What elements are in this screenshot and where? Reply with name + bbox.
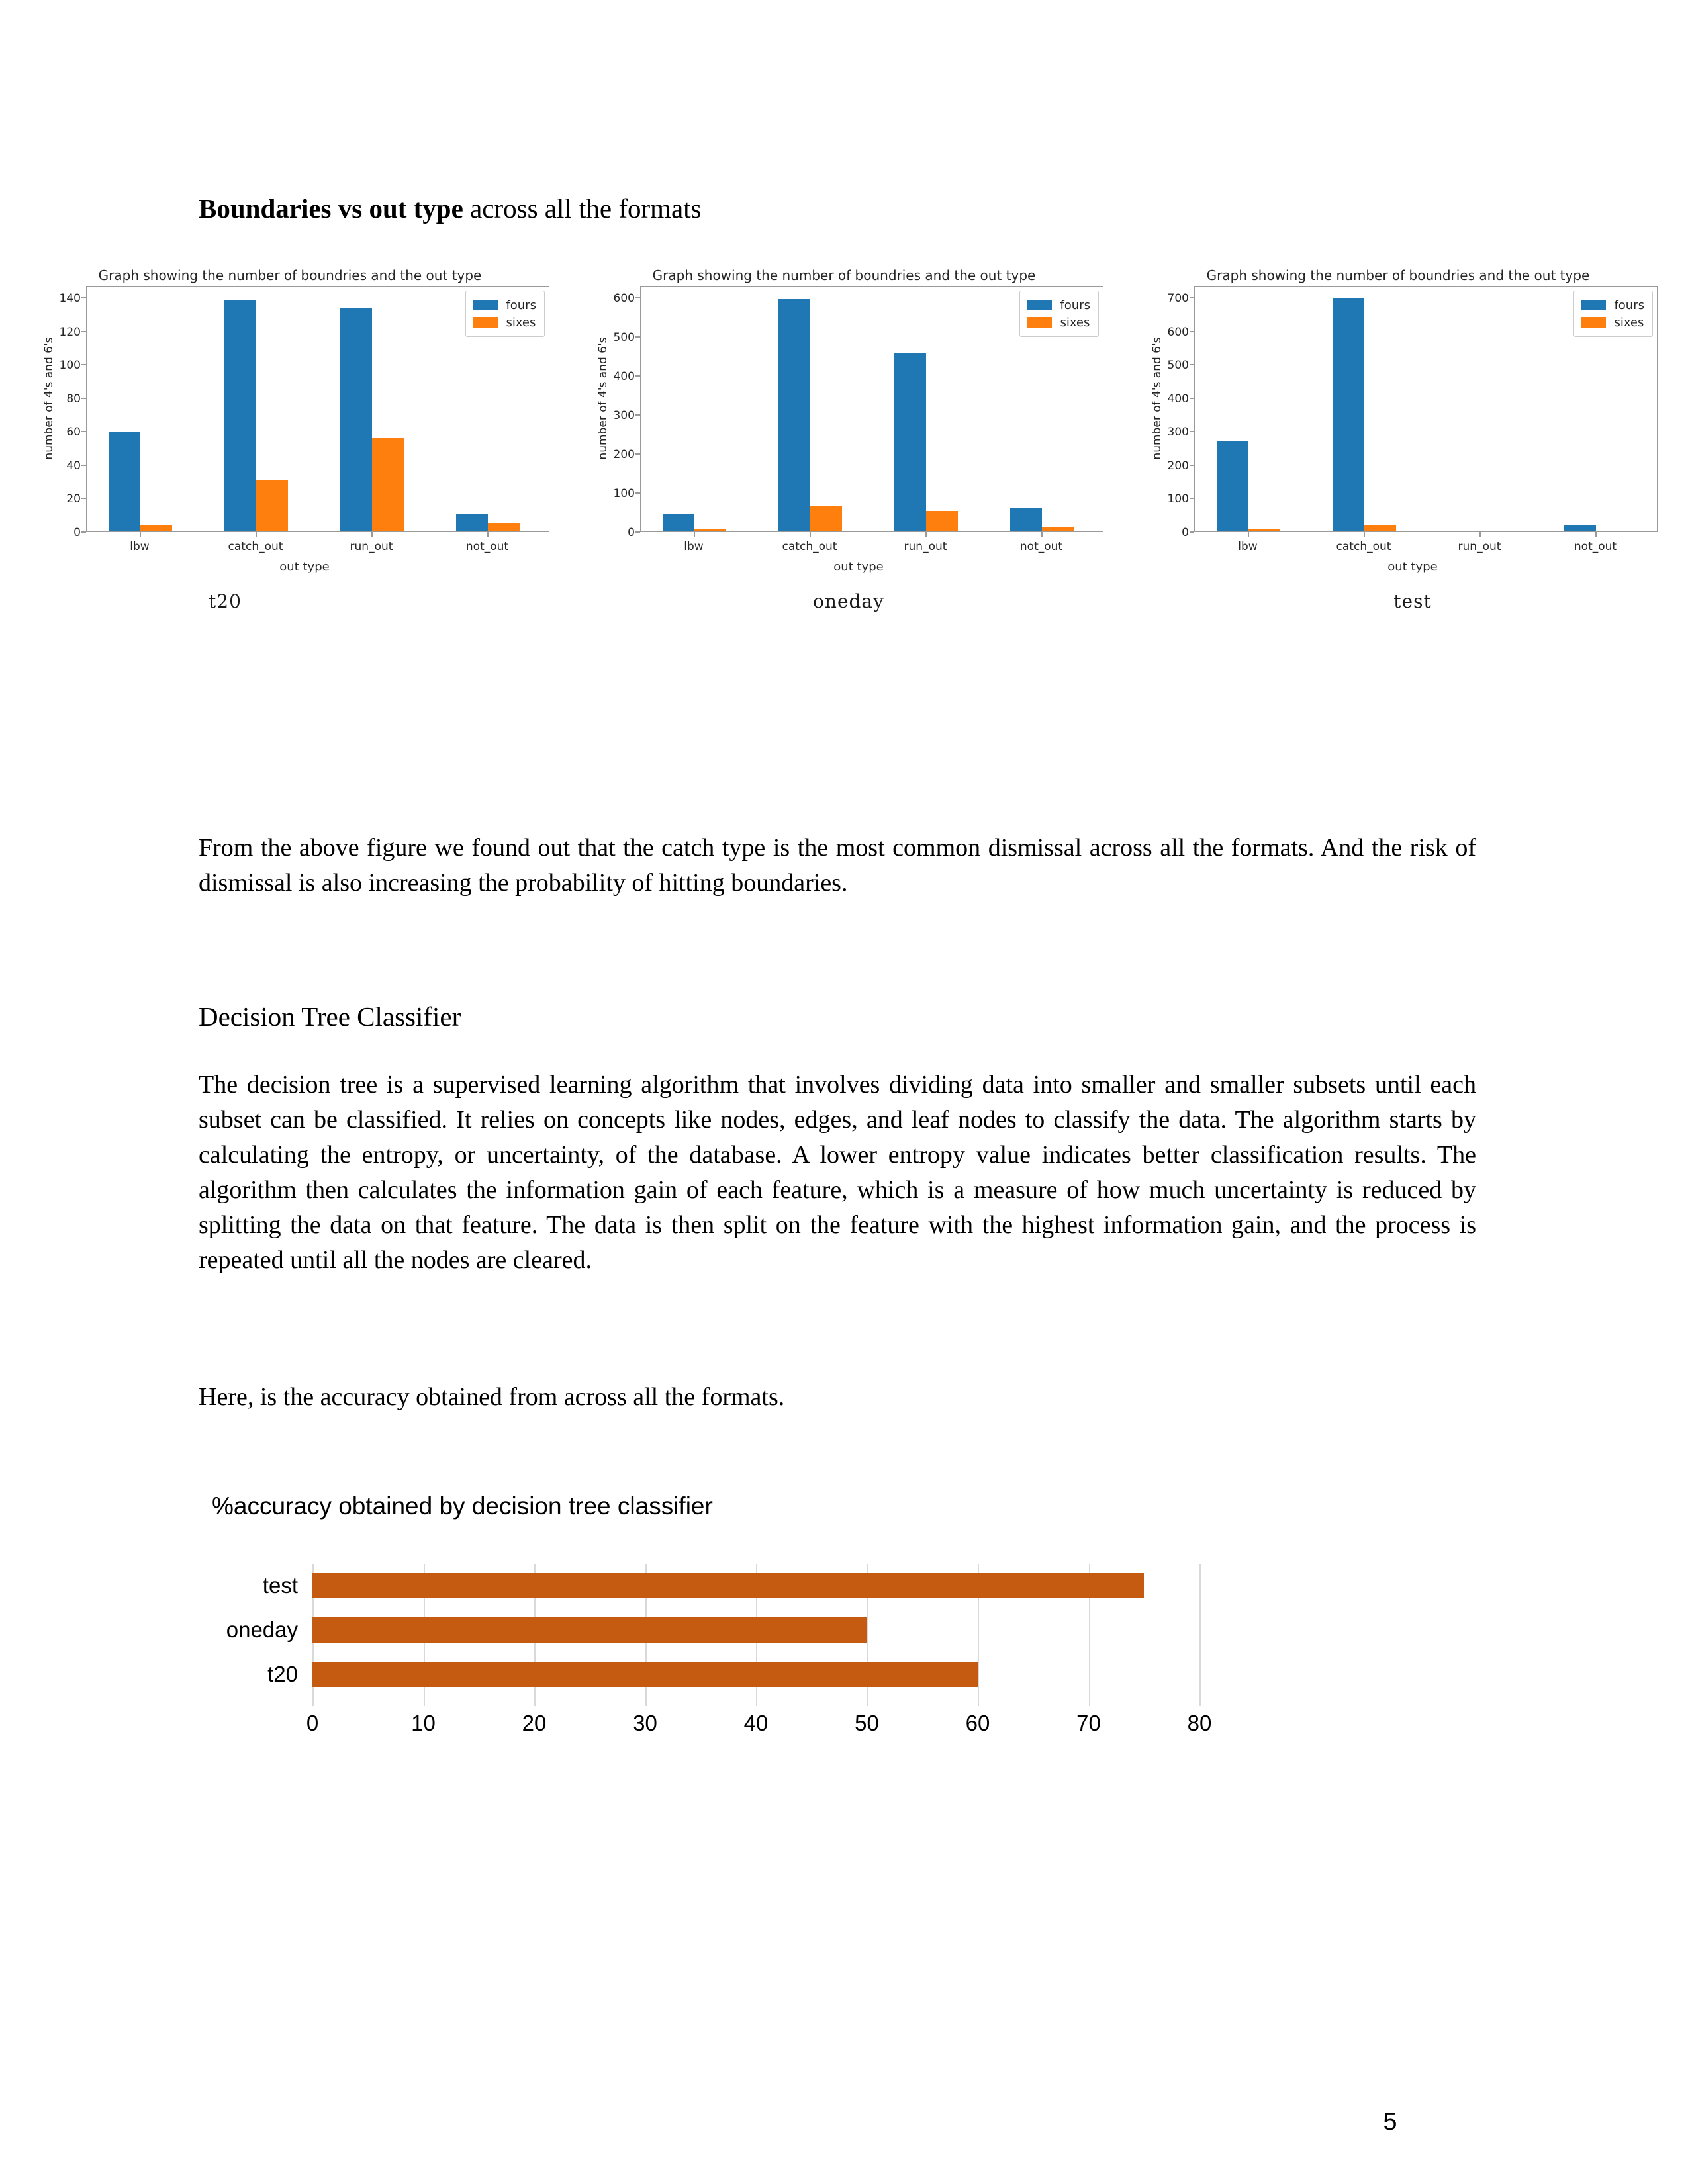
chart-oneday-ytick-0: 0 bbox=[628, 526, 635, 539]
accuracy-bar-oneday bbox=[226, 1617, 867, 1643]
chart-t20-ytick-80: 80 bbox=[66, 392, 81, 406]
bar-t20-lbw-fours bbox=[109, 432, 140, 531]
legend-label-sixes: sixes bbox=[506, 315, 536, 330]
bar-t20-runout-sixes bbox=[372, 438, 404, 531]
chart-t20-format-caption: t20 bbox=[209, 590, 242, 612]
figure-caption-bold: Boundaries vs out type bbox=[199, 193, 463, 224]
chart-oneday-ytick-100: 100 bbox=[613, 487, 635, 500]
paragraph-decision-tree-explanation: The decision tree is a supervised learning algorithm that involves dividing data into smaller and smaller subsets until each subset can be classified. It relies on concepts like nodes, edges, and leaf nodes to classify the data. The algorithm starts by calculating the entropy, or uncertainty, of the database. A lower entropy value indicates better classification results. The algorithm then calculates the information gain of each feature, which is a measure of how much uncertainty is reduced by splitting the data on that feature. The data is then split on the feature with the highest information gain, and the process is repeated until all the nodes are cleared. bbox=[199, 1071, 1476, 1274]
bar-oneday-lbw-fours bbox=[663, 514, 694, 531]
chart-t20-ytick-60: 60 bbox=[66, 426, 81, 439]
accuracy-bar-t20 bbox=[267, 1662, 978, 1687]
chart-t20-ylabel: number of 4's and 6's bbox=[42, 337, 56, 460]
chart-t20-plot-area bbox=[86, 286, 549, 532]
chart-oneday-xtick-catchout: catch_out bbox=[782, 540, 837, 553]
accuracy-xtick-0: 0 bbox=[306, 1711, 319, 1735]
chart-test-ytick-0: 0 bbox=[1182, 526, 1189, 539]
bar-test-catchout-sixes bbox=[1364, 525, 1396, 531]
legend-swatch-sixes bbox=[1581, 317, 1606, 328]
accuracy-xtick-60: 60 bbox=[965, 1711, 990, 1735]
chart-test-ytick-600: 600 bbox=[1167, 326, 1189, 339]
accuracy-xtick-70: 70 bbox=[1076, 1711, 1101, 1735]
accuracy-chart-title: %accuracy obtained by decision tree classifier bbox=[212, 1492, 713, 1520]
accuracy-cat-test: test bbox=[262, 1573, 298, 1598]
legend-swatch-sixes bbox=[1027, 317, 1052, 328]
chart-oneday-legend bbox=[1019, 291, 1099, 337]
bar-oneday-catchout-sixes bbox=[810, 506, 842, 531]
chart-t20-xlabel: out type bbox=[279, 560, 330, 574]
bar-oneday-notout-fours bbox=[1010, 508, 1042, 531]
chart-test-ytick-400: 400 bbox=[1167, 392, 1189, 406]
chart-t20-ytick-100: 100 bbox=[59, 359, 81, 372]
chart-t20 bbox=[13, 251, 567, 754]
legend-row-sixes bbox=[1027, 314, 1090, 331]
chart-t20-ytick-120: 120 bbox=[59, 326, 81, 339]
chart-oneday-xtick-notout: not_out bbox=[1019, 540, 1063, 553]
legend-row-fours bbox=[473, 296, 536, 314]
bar-t20-runout-fours bbox=[340, 308, 372, 531]
legend-swatch-fours bbox=[1581, 300, 1606, 310]
chart-test-ytick-100: 100 bbox=[1167, 492, 1189, 506]
bar-oneday-runout-fours bbox=[894, 353, 926, 531]
section-heading-decision-tree: Decision Tree Classifier bbox=[199, 1001, 461, 1032]
bar-oneday-runout-sixes bbox=[926, 511, 958, 531]
chart-oneday-xtick-runout: run_out bbox=[904, 540, 947, 553]
chart-test-ylabel: number of 4's and 6's bbox=[1150, 337, 1164, 460]
chart-oneday-xlabel: out type bbox=[833, 560, 884, 574]
chart-t20-xtick-notout: not_out bbox=[465, 540, 509, 553]
chart-oneday-format-caption: oneday bbox=[813, 590, 884, 612]
bar-test-lbw-fours bbox=[1217, 441, 1248, 531]
bar-oneday-catchout-fours bbox=[778, 299, 810, 531]
chart-t20-ytick-140: 140 bbox=[59, 292, 81, 305]
accuracy-chart bbox=[199, 1492, 1271, 1770]
accuracy-xtick-40: 40 bbox=[743, 1711, 769, 1735]
legend-label-sixes: sixes bbox=[1060, 315, 1090, 330]
legend-row-sixes bbox=[1581, 314, 1644, 331]
legend-swatch-sixes bbox=[473, 317, 498, 328]
chart-test-ytick-700: 700 bbox=[1167, 292, 1189, 305]
figure-caption-rest: across all the formats bbox=[463, 193, 702, 224]
accuracy-xtick-80: 80 bbox=[1187, 1711, 1212, 1735]
accuracy-chart-plot-area bbox=[226, 1564, 1212, 1735]
bar-oneday-lbw-sixes bbox=[694, 529, 726, 531]
accuracy-cat-t20: t20 bbox=[267, 1662, 298, 1686]
legend-swatch-fours bbox=[473, 300, 498, 310]
chart-test-legend bbox=[1573, 291, 1653, 337]
legend-row-fours bbox=[1027, 296, 1090, 314]
chart-t20-title: Graph showing the number of boundries and the out type bbox=[98, 267, 482, 283]
chart-t20-ytick-0: 0 bbox=[73, 526, 81, 539]
paragraph-accuracy-intro: Here, is the accuracy obtained from across all the formats. bbox=[199, 1383, 785, 1411]
chart-test-xtick-lbw: lbw bbox=[1238, 540, 1258, 553]
chart-oneday-plot-area bbox=[640, 286, 1103, 532]
chart-test-ytick-200: 200 bbox=[1167, 459, 1189, 473]
chart-t20-ytick-40: 40 bbox=[66, 459, 81, 473]
legend-row-sixes bbox=[473, 314, 536, 331]
chart-oneday-ytick-600: 600 bbox=[613, 292, 635, 305]
bar-test-catchout-fours bbox=[1333, 298, 1364, 531]
legend-label-sixes: sixes bbox=[1614, 315, 1644, 330]
chart-t20-ytick-20: 20 bbox=[66, 492, 81, 506]
chart-test bbox=[1121, 251, 1675, 754]
chart-oneday-ytick-300: 300 bbox=[613, 409, 635, 422]
bar-test-lbw-sixes bbox=[1248, 529, 1280, 531]
chart-oneday-ytick-400: 400 bbox=[613, 370, 635, 383]
bar-t20-notout-fours bbox=[456, 514, 488, 531]
legend-label-fours: fours bbox=[506, 298, 536, 312]
chart-test-xtick-runout: run_out bbox=[1458, 540, 1501, 553]
chart-oneday-ytick-500: 500 bbox=[613, 331, 635, 344]
page-number: 5 bbox=[1383, 2108, 1397, 2136]
chart-oneday-ytick-200: 200 bbox=[613, 448, 635, 461]
figure-caption bbox=[199, 193, 702, 224]
legend-label-fours: fours bbox=[1060, 298, 1090, 312]
chart-t20-xtick-catchout: catch_out bbox=[228, 540, 283, 553]
accuracy-xtick-30: 30 bbox=[633, 1711, 657, 1735]
accuracy-bar-test bbox=[262, 1573, 1144, 1598]
bar-test-notout-fours bbox=[1564, 525, 1596, 531]
bar-oneday-notout-sixes bbox=[1042, 527, 1074, 531]
accuracy-xtick-20: 20 bbox=[522, 1711, 547, 1735]
bar-t20-lbw-sixes bbox=[140, 525, 172, 531]
chart-test-format-caption: test bbox=[1393, 590, 1432, 612]
chart-oneday-xtick-lbw: lbw bbox=[684, 540, 704, 553]
bar-t20-notout-sixes bbox=[488, 523, 520, 531]
bar-t20-catchout-fours bbox=[224, 300, 256, 531]
accuracy-cat-oneday: oneday bbox=[226, 1617, 298, 1642]
chart-test-xlabel: out type bbox=[1387, 560, 1438, 574]
accuracy-xtick-50: 50 bbox=[855, 1711, 879, 1735]
chart-test-plot-area bbox=[1194, 286, 1658, 532]
chart-test-xtick-notout: not_out bbox=[1573, 540, 1617, 553]
chart-oneday-ylabel: number of 4's and 6's bbox=[596, 337, 610, 460]
boundaries-charts-row bbox=[13, 251, 1675, 754]
chart-oneday bbox=[567, 251, 1121, 754]
chart-oneday-title: Graph showing the number of boundries and the out type bbox=[652, 267, 1036, 283]
chart-test-xtick-catchout: catch_out bbox=[1336, 540, 1391, 553]
legend-row-fours bbox=[1581, 296, 1644, 314]
legend-swatch-fours bbox=[1027, 300, 1052, 310]
accuracy-xtick-10: 10 bbox=[411, 1711, 436, 1735]
chart-t20-legend bbox=[465, 291, 545, 337]
chart-test-ytick-500: 500 bbox=[1167, 359, 1189, 372]
legend-label-fours: fours bbox=[1614, 298, 1644, 312]
paragraph-findings: From the above figure we found out that the catch type is the most common dismissal across all the formats. And the risk of dismissal is also increasing the probability of hitting boundaries. bbox=[199, 834, 1476, 897]
bar-t20-catchout-sixes bbox=[256, 480, 288, 531]
chart-t20-xtick-lbw: lbw bbox=[130, 540, 150, 553]
chart-test-title: Graph showing the number of boundries and the out type bbox=[1206, 267, 1590, 283]
chart-t20-xtick-runout: run_out bbox=[350, 540, 393, 553]
chart-test-ytick-300: 300 bbox=[1167, 426, 1189, 439]
